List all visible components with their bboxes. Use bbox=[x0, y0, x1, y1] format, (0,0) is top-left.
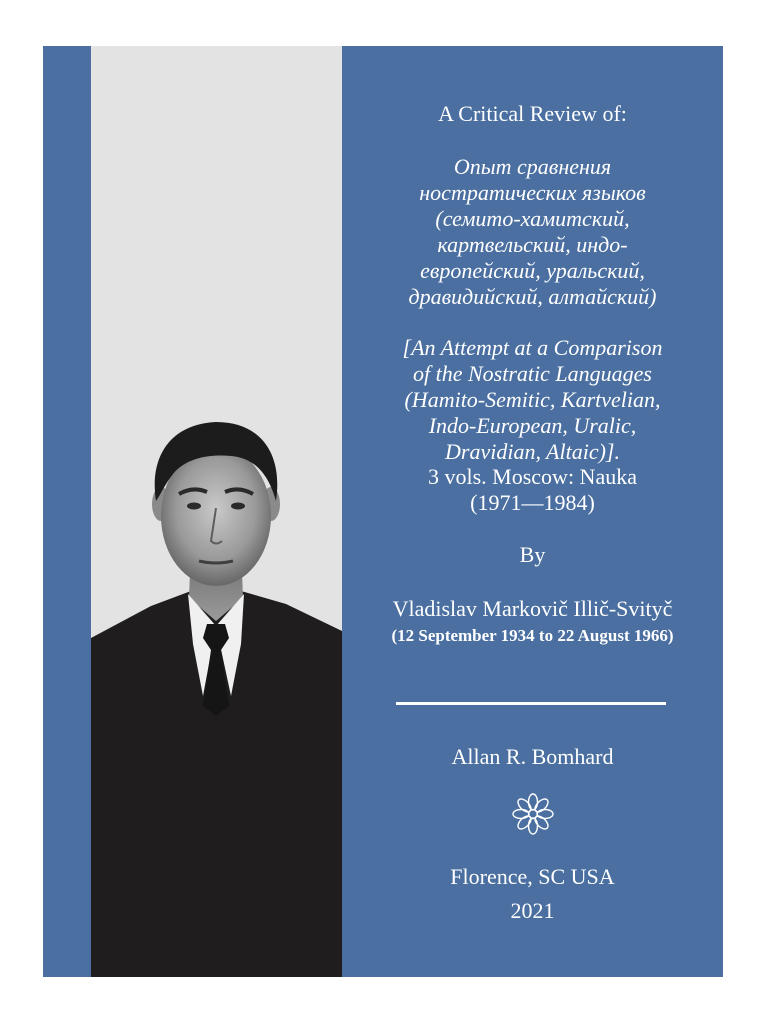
by-label: By bbox=[519, 542, 546, 567]
book-cover bbox=[43, 46, 723, 977]
russian-title-line: ностратических языков bbox=[419, 180, 646, 205]
publication-place: Florence, SC USA bbox=[450, 864, 615, 889]
english-title-line: Indo-European, Uralic, bbox=[428, 413, 637, 438]
english-title-line: (Hamito-Semitic, Kartvelian, bbox=[404, 387, 661, 412]
reviewer-name: Allan R. Bomhard bbox=[451, 744, 614, 769]
flower-ornament-icon bbox=[511, 792, 555, 836]
english-title-line: [An Attempt at a Comparison bbox=[402, 335, 663, 360]
english-title-line: Dravidian, Altaic)]. bbox=[445, 439, 620, 464]
russian-title-line: дравидийский, алтайский) bbox=[408, 284, 657, 309]
english-title-line: of the Nostratic Languages bbox=[413, 361, 652, 386]
russian-title-line: (семито-хамитский, bbox=[435, 206, 630, 231]
author-portrait bbox=[91, 46, 342, 977]
original-author-name: Vladislav Markovič Illič-Svityč bbox=[392, 596, 673, 621]
publication-info: 3 vols. Moscow: Nauka bbox=[428, 464, 637, 489]
publication-year: 2021 bbox=[510, 898, 555, 923]
russian-title-line: Опыт сравнения bbox=[453, 154, 612, 179]
author-portrait-panel bbox=[91, 46, 342, 977]
divider-rule bbox=[396, 702, 666, 705]
publication-years: (1971—1984) bbox=[470, 490, 595, 515]
title-text-panel bbox=[342, 46, 723, 977]
russian-title-line: европейский, уральский, bbox=[420, 258, 645, 283]
cover-heading: A Critical Review of: bbox=[438, 101, 627, 126]
russian-title-line: картвельский, индо- bbox=[437, 232, 628, 257]
author-life-dates: (12 September 1934 to 22 August 1966) bbox=[391, 626, 674, 645]
left-color-strip bbox=[43, 46, 91, 977]
